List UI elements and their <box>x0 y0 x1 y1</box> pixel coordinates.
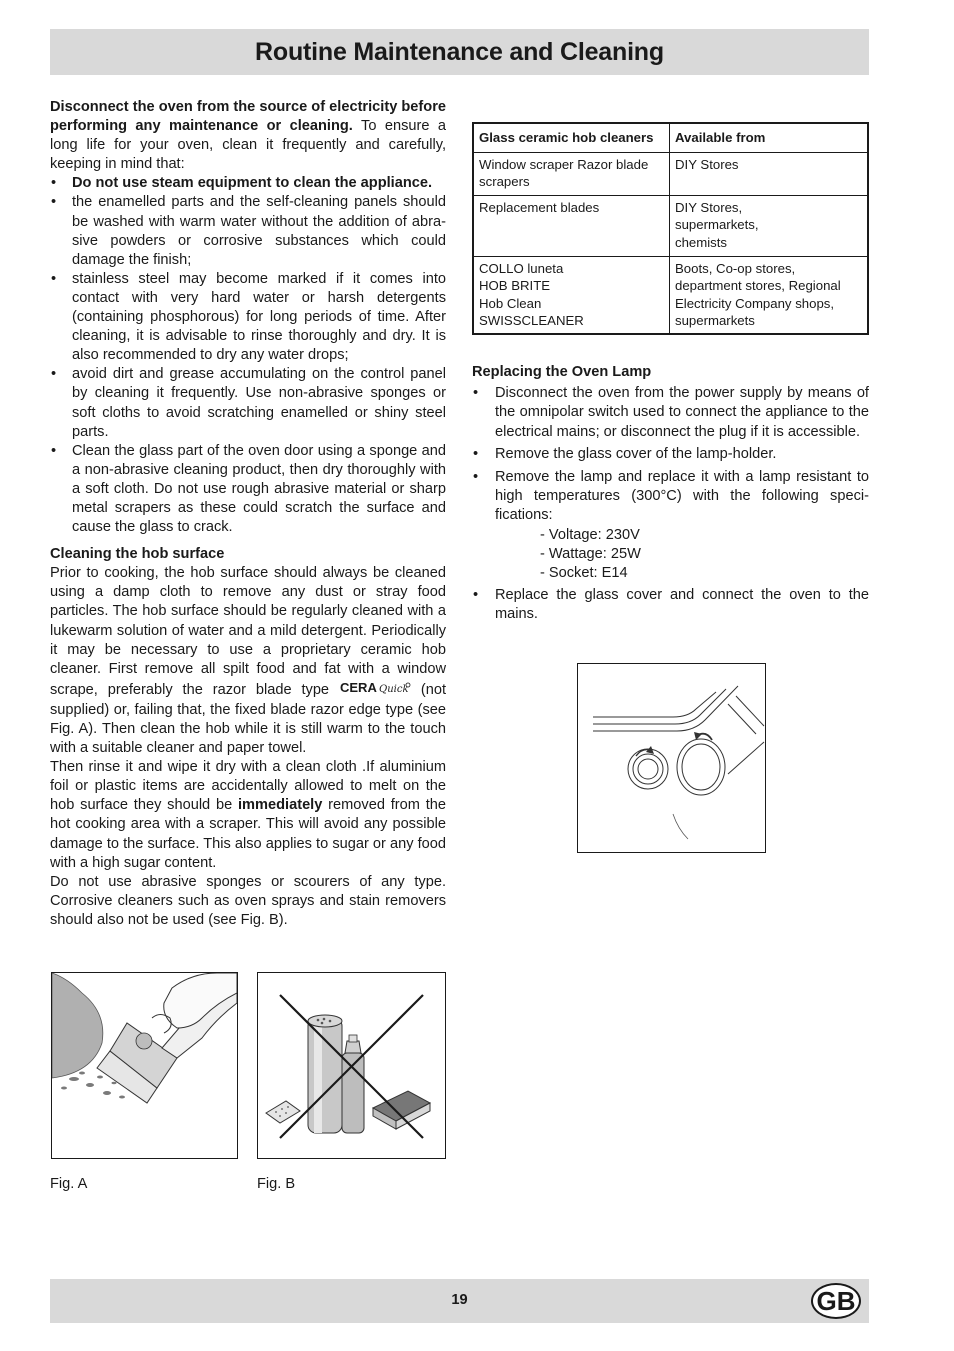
figure-b <box>257 972 446 1159</box>
hob-paragraph-1 <box>50 564 446 758</box>
svg-text:CERA: CERA <box>339 679 377 695</box>
hob-emphasis: immediately <box>238 797 323 814</box>
right-column <box>472 122 869 628</box>
hob-text: Then rinse it and wipe it dry with a clean cloth .If aluminium foil or plastic items are accidentally allowed to melt on the hob surface they should be <box>50 759 446 814</box>
left-column <box>50 98 446 930</box>
table-cell: Window scraper Razor blade scrapers <box>473 152 670 195</box>
care-list <box>50 174 446 537</box>
scraper-illustration <box>52 973 237 1158</box>
list-item-text: Remove the lamp and replace it with a lamp resistant to high temperatures (300°C) with the following speci-fications: <box>495 468 869 524</box>
table-row <box>473 256 868 334</box>
footer-bar <box>50 1279 869 1323</box>
intro-text: To ensure a long life for your oven, clean it frequently and carefully, keeping in mind that: <box>50 118 446 173</box>
hob-text: Prior to cooking, the hob surface should always be cleaned using a damp cloth to remove any dust or stray food particles. The hob surface should be regularly cleaned with a lukewarm solution of water and a mild detergent. Periodically it may be necessary to use a proprietary ceramic hob cleaner. First remove all spilt food and fat with a window scrape, preferably the razor blade type <box>50 565 446 698</box>
table-header: Available from <box>670 123 869 152</box>
list-item: • the enamelled parts and the self-cleaning panels should be washed with warm water without the addition of abra-sive powders or corrosive substances which could damage the finish; <box>50 193 446 269</box>
list-item <box>472 468 869 583</box>
hob-paragraph-3: Do not use abrasive sponges or scourers of any type. Corrosive cleaners such as oven sprays and stain removers should also not be used (see Fig. B). <box>50 873 446 928</box>
spec-socket: - Socket: E14 <box>540 564 628 581</box>
table-cell: Boots, Co-op stores, department stores, Regional Electricity Company shops, supermarkets <box>670 256 869 334</box>
lamp-illustration <box>578 664 765 852</box>
svg-text:Quick: Quick <box>378 683 409 695</box>
fig-a-caption: Fig. A <box>50 1176 88 1192</box>
list-item: • Disconnect the oven from the power supply by means of the omnipolar switch used to connect the appliance to the electrical mains; or disconnect the plug if it is accessible. <box>472 384 869 442</box>
language-badge: GB <box>811 1283 861 1319</box>
hob-text: (not supplied) or, failing that, the fixed blade razor edge type (see Fig. A). Then clean the hob while it is still warm to the touch with a suitable cleaner and paper towel. <box>50 681 446 757</box>
intro-paragraph <box>50 98 446 174</box>
spec-wattage: - Wattage: 25W <box>540 545 641 562</box>
list-item: • stainless steel may become marked if it comes into contact with very hard water or harsh detergents (containing phosphorous) for long periods of time. After cleaning, it is advisable to rinse thoroughly and dry. It is also recommended to dry any water drops; <box>50 270 446 365</box>
list-item <box>50 174 446 193</box>
table-header: Glass ceramic hob cleaners <box>473 123 670 152</box>
fig-b-caption: Fig. B <box>257 1176 296 1192</box>
table-row <box>473 195 868 256</box>
table-cell: DIY Stores <box>670 152 869 195</box>
table-cell: COLLO luneta HOB BRITE Hob Clean SWISSCLEANER <box>473 256 670 334</box>
list-item-text: Do not use steam equipment to clean the appliance. <box>72 175 433 192</box>
spec-voltage: - Voltage: 230V <box>540 526 640 543</box>
table-row <box>473 152 868 195</box>
cleaners-table <box>472 122 869 335</box>
prohibited-cleaners-illustration <box>258 973 445 1158</box>
table-header-row <box>473 123 868 152</box>
cera-quick-logo <box>339 679 411 701</box>
table-cell: DIY Stores, supermarkets, chemists <box>670 195 869 256</box>
hob-text: removed from the hot cooking area with a scraper. This will avoid any possible damage to the surface. This also applies to sugar or any food with a high sugar content. <box>50 797 446 871</box>
lamp-heading: Replacing the Oven Lamp <box>472 363 652 380</box>
figure-a <box>51 972 238 1159</box>
title-bar <box>50 29 869 75</box>
table-cell: Replacement blades <box>473 195 670 256</box>
hob-paragraph-2 <box>50 758 446 873</box>
list-item: • Remove the glass cover of the lamp-holder. <box>472 445 869 464</box>
page-title: Routine Maintenance and Cleaning <box>255 37 664 66</box>
list-item: • Replace the glass cover and connect the oven to the mains. <box>472 586 869 625</box>
hob-heading: Cleaning the hob surface <box>50 546 225 563</box>
list-item: • Clean the glass part of the oven door using a sponge and a non-abrasive cleaning product, then dry thoroughly with a soft cloth. Do not use rough abrasive material or sharp metal scrapers as these could scratch the surface and cause the glass to crack. <box>50 442 446 537</box>
list-item: • avoid dirt and grease accumulating on the control panel by cleaning it frequently. Use non-abrasive sponges or soft cloths to avoid scratching enamelled or shiny steel parts. <box>50 365 446 441</box>
page-number: 19 <box>451 1292 468 1308</box>
lamp-steps <box>472 384 869 625</box>
lamp-figure <box>577 663 766 853</box>
intro-warning: Disconnect the oven from the source of electricity before performing any maintenance or cleaning. <box>50 99 446 135</box>
